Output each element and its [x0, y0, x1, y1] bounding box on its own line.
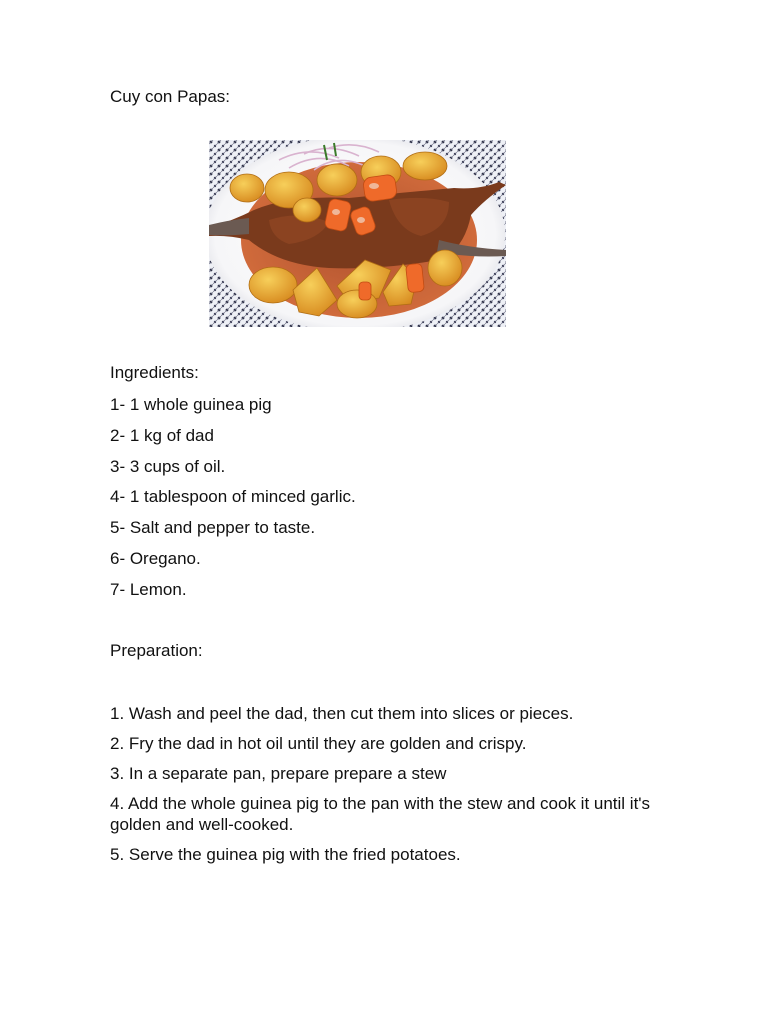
ingredient-item: 3- 3 cups of oil.: [110, 456, 226, 476]
preparation-steps: [110, 703, 670, 874]
preparation-step: 1. Wash and peel the dad, then cut them into slices or pieces.: [110, 704, 574, 723]
ingredient-item: 6- Oregano.: [110, 548, 201, 568]
ingredients-list: [110, 394, 670, 610]
ingredient-item: 1- 1 whole guinea pig: [110, 395, 272, 414]
dish-photo: [209, 140, 506, 327]
ingredient-item: 7- Lemon.: [110, 579, 187, 599]
ingredient-item: 5- Salt and pepper to taste.: [110, 518, 316, 538]
preparation-step: 4. Add the whole guinea pig to the pan with the stew and cook it until it's golden and well-cooked.: [110, 794, 651, 834]
recipe-title: Cuy con Papas:: [110, 87, 231, 106]
ingredients-heading: Ingredients:: [110, 363, 199, 382]
preparation-step: 2. Fry the dad in hot oil until they are golden and crispy.: [110, 734, 527, 753]
preparation-heading: Preparation:: [110, 641, 203, 660]
ingredient-item: 4- 1 tablespoon of minced garlic.: [110, 487, 356, 507]
ingredient-item: 2- 1 kg of dad: [110, 425, 214, 445]
preparation-step: 3. In a separate pan, prepare prepare a stew: [110, 764, 447, 783]
preparation-step: 5. Serve the guinea pig with the fried potatoes.: [110, 845, 461, 864]
